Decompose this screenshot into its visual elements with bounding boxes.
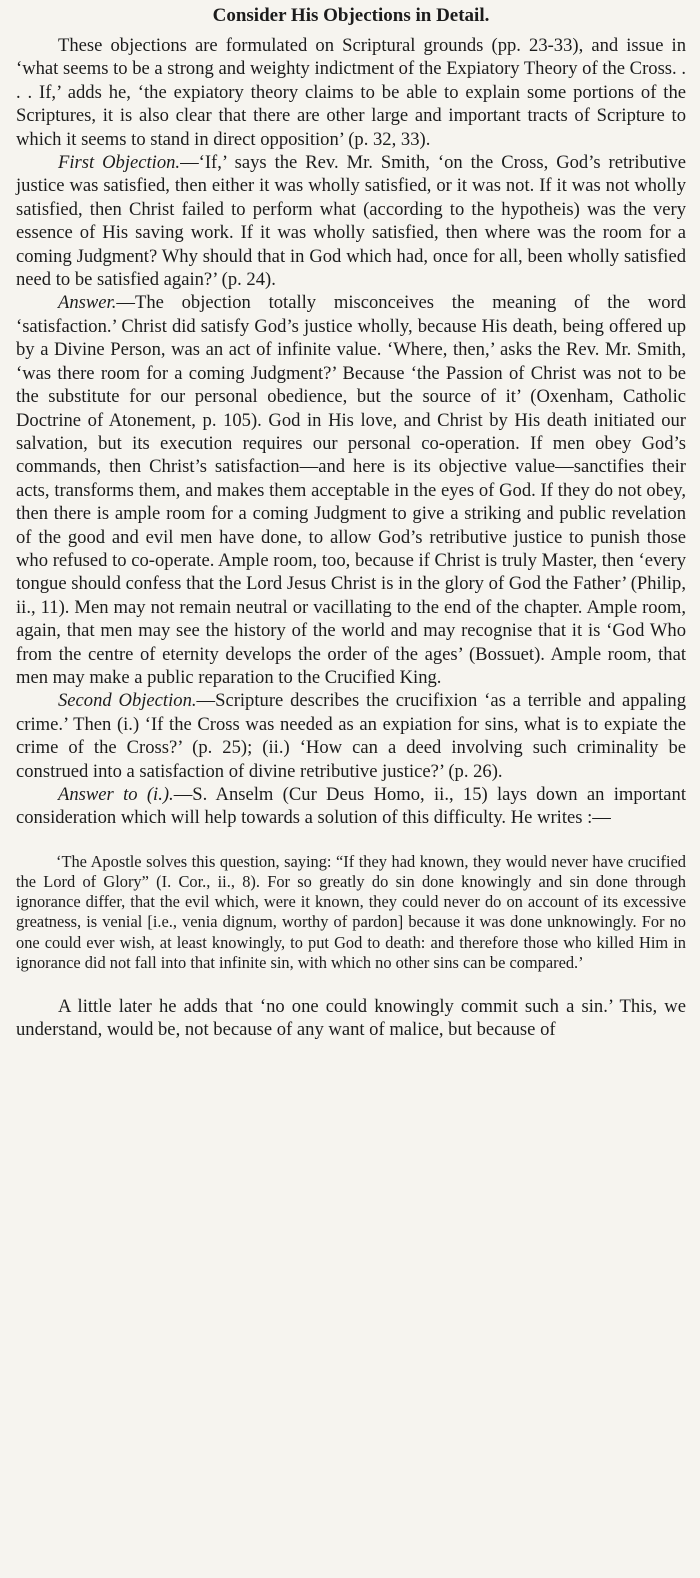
paragraph-first-objection bbox=[16, 151, 686, 291]
block-quote-anselm: ‘The Apostle solves this question, saying: “If they had known, they would never have crucified the Lord of Glory” (I. Cor., ii., 8). For so greatly do sin done knowingly and sin done through ignorance differ, that the evil which, were it known, they could never do on account of its excessive greatness, is venial [i.e., venia dignum, worthy of pardon] because it was done unknowingly. For no one could ever wish, at least knowingly, to put God to death: and therefore those who killed Him in ignorance did not fall into that infinite sin, with which no other sins can be compared.’ bbox=[16, 851, 686, 972]
answer-text: —The objection totally misconceives the meaning of the word ‘satisfaction.’ Christ did satisfy God’s justice wholly, because His death, being offered up by a Divine Person, was an act of infinite value. ‘Where, then,’ asks the Rev. Mr. Smith, ‘was there room for a coming Judgment?’ Because ‘the Passion of Christ was not to be the substitute for our personal obedience, but the source of it’ (Oxenham, Catholic Doctrine of Atonement, p. 105). God in His love, and Christ by His death initiated our salvation, but its execution requires our personal co-operation. If men obey God’s commands, then Christ’s satisfaction—and here is its objective value—sanctifies their acts, transforms them, and makes them acceptable in the eyes of God. If they do not obey, then there is ample room for a coming Judgment to give a striking and public revelation of the good and evil men have done, to allow God’s retributive justice to punish those who refused to co-operate. Ample room, too, because if Christ is truly Master, then ‘every tongue should confess that the Lord Jesus Christ is in the glory of God the Father’ (Philip, ii., 11). Men may not remain neutral or vacillating to the end of the chapter. Ample room, again, that men may see the history of the world and may recognise that it is ‘God Who from the centre of eternity develops the order of the ages’ (Bossuet). Ample room, that men may make a public reparation to the Crucified King. bbox=[16, 292, 686, 688]
answer-to-i-lead: Answer to (i.). bbox=[58, 784, 174, 805]
paragraph-intro bbox=[16, 34, 686, 151]
paragraph-second-objection bbox=[16, 689, 686, 783]
answer-lead: Answer. bbox=[58, 292, 117, 314]
paragraph-answer-to-i bbox=[16, 783, 686, 830]
section-heading: Consider His Objections in Detail. bbox=[212, 5, 490, 26]
second-objection-lead: Second Objection. bbox=[58, 690, 197, 712]
paragraph-closing: A little later he adds that ‘no one could knowingly commit such a sin.’ This, we understand, would be, not because of any want of malice, but because of bbox=[16, 996, 686, 1041]
second-objection-text: —Scripture describes the crucifixion ‘as a terrible and appaling crime.’ Then (i.) ‘If the Cross was needed as an expiation for sins, what is to expiate the crime of the Cross?’ (p. 25); (ii.) ‘How can a deed involving such criminality be construed into a satisfaction of divine retributive justice?’ (p. 26). bbox=[16, 690, 686, 782]
answer-to-i-text: —S. Anselm (Cur Deus Homo, ii., 15) lays down an important consideration which will help towards a solution of this difficulty. He writes :— bbox=[16, 784, 687, 829]
first-objection-lead: First Objection. bbox=[58, 152, 181, 174]
paragraph-intro-text: These objections are formulated on Scriptural grounds (pp. 23-33), and issue in ‘what seems to be a strong and weighty indictment of the Expiatory Theory of the Cross. . . . If,’ adds he, ‘the expiatory theory claims to be able to explain some portions of the Scriptures, it is also clear that there are other large and important tracts of Scripture to which it seems to stand in direct opposition’ (p. 32, 33). bbox=[16, 35, 686, 150]
paragraph-answer bbox=[16, 291, 686, 689]
first-objection-text: —‘If,’ says the Rev. Mr. Smith, ‘on the Cross, God’s retributive justice was satisfied, then either it was wholly satisfied, or it was not. If it was not wholly satisfied, then Christ failed to perform what (according to the hypotheis) was the very essence of His saving work. If it was wholly satisfied, then where was the room for a coming Judgment? Why should that in God which had, once for all, been wholly satisfied need to be satisfied again?’ (p. 24). bbox=[16, 152, 686, 291]
